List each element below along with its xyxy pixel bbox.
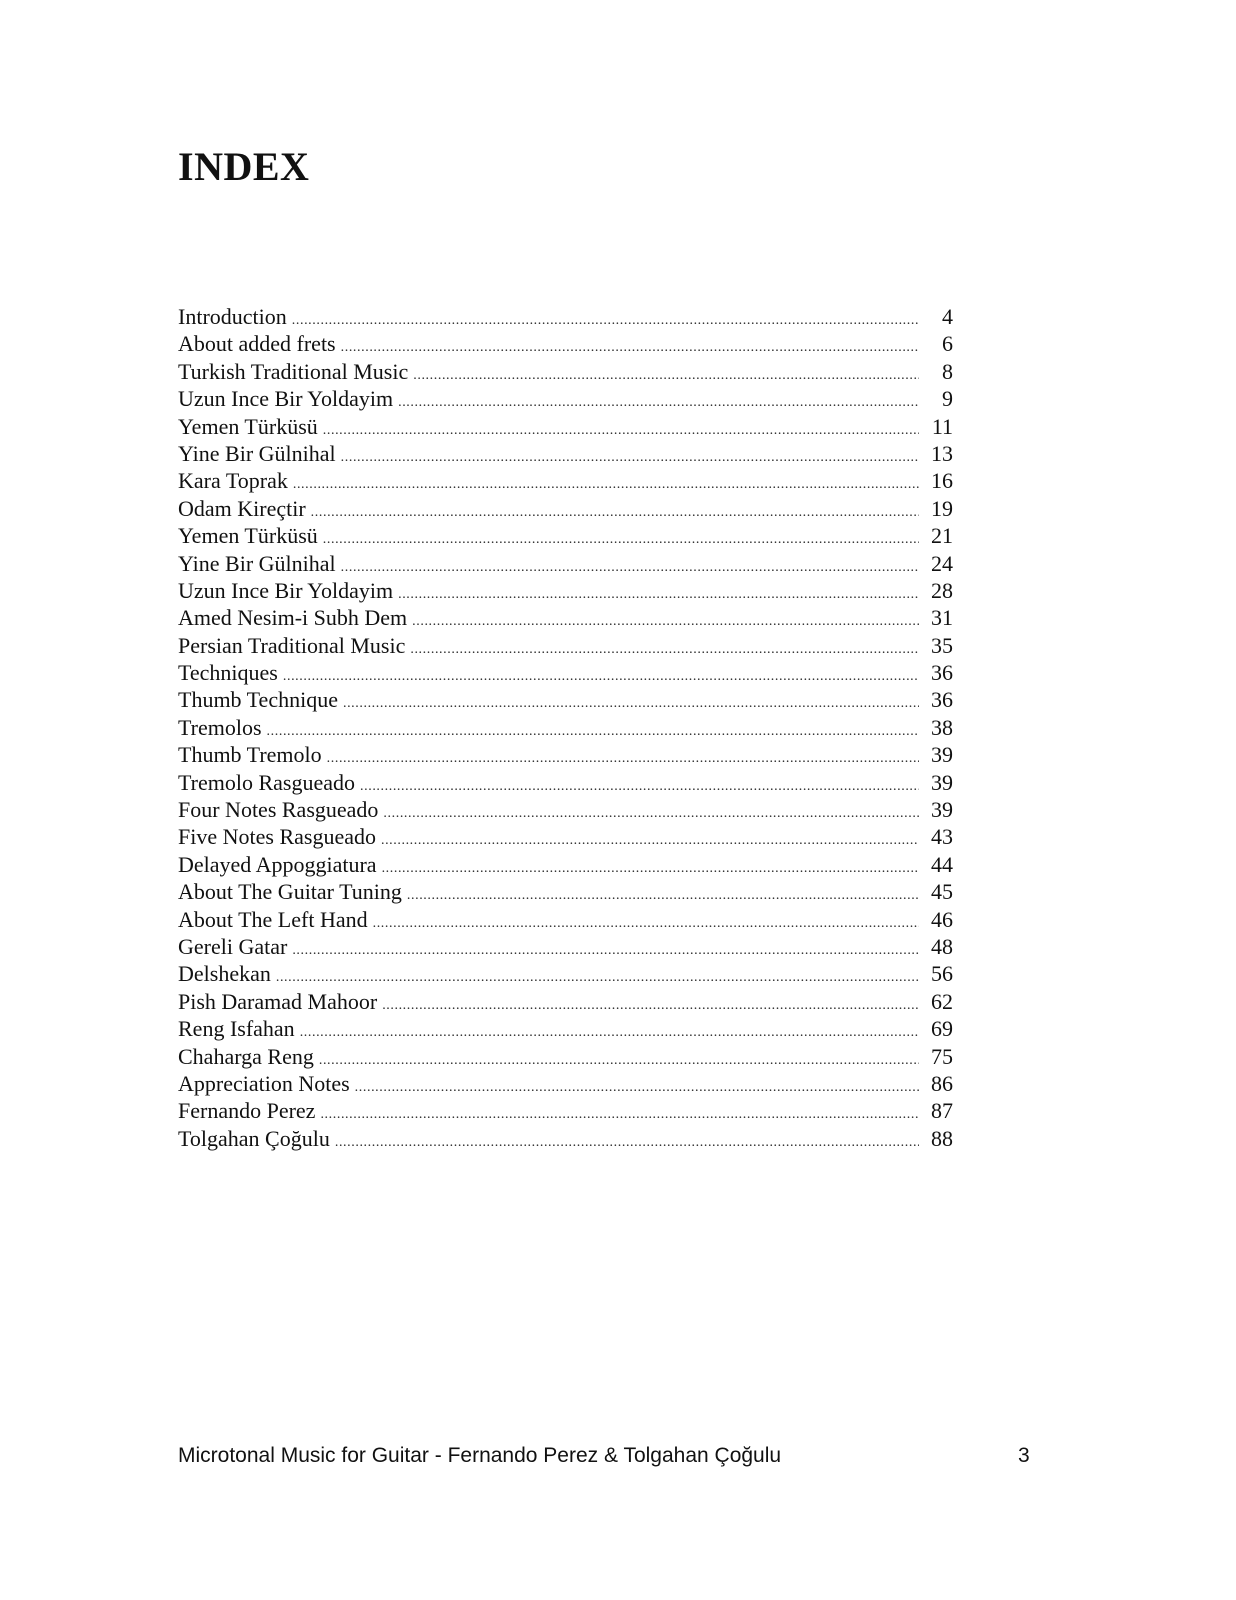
toc-dot-leader	[300, 1019, 919, 1042]
toc-dot-leader	[407, 882, 919, 905]
toc-entry	[178, 604, 953, 631]
toc-dot-leader	[382, 855, 919, 878]
toc-entry-label: Yemen Türküsü	[178, 413, 318, 439]
toc-entry	[178, 741, 953, 768]
toc-entry-label: About added frets	[178, 331, 336, 357]
toc-entry-page: 62	[931, 988, 953, 1014]
toc-dot-leader	[292, 937, 919, 960]
toc-entry-page: 13	[931, 440, 953, 466]
toc-dot-leader	[320, 1101, 919, 1124]
toc-entry-label: Tremolos	[178, 714, 262, 740]
toc-entry-page: 39	[931, 797, 953, 823]
toc-dot-leader	[319, 1047, 919, 1070]
toc-entry-page: 19	[931, 495, 953, 521]
toc-entry	[178, 413, 953, 440]
toc-entry-label: Tolgahan Çoğulu	[178, 1125, 330, 1151]
toc-entry	[178, 714, 953, 741]
toc-entry	[178, 303, 953, 330]
toc-entry	[178, 1070, 953, 1097]
toc-dot-leader	[327, 745, 919, 768]
toc-dot-leader	[398, 389, 919, 412]
toc-entry-label: Delayed Appoggiatura	[178, 851, 377, 877]
toc-dot-leader	[293, 471, 919, 494]
toc-entry-label: Turkish Traditional Music	[178, 358, 409, 384]
toc-entry-page: 38	[931, 714, 953, 740]
toc-entry-page: 48	[931, 933, 953, 959]
toc-entry-page: 6	[942, 331, 953, 357]
toc-entry	[178, 1043, 953, 1070]
toc-entry-page: 35	[931, 632, 953, 658]
toc-entry-page: 39	[931, 769, 953, 795]
toc-dot-leader	[360, 773, 919, 796]
toc-dot-leader	[373, 910, 919, 933]
toc-entry-page: 86	[931, 1070, 953, 1096]
toc-entry-label: Thumb Technique	[178, 687, 338, 713]
toc-dot-leader	[335, 1129, 919, 1152]
toc-entry-page: 4	[942, 304, 953, 329]
toc-entry	[178, 495, 953, 522]
toc-entry-label: Thumb Tremolo	[178, 742, 322, 768]
toc-entry-page: 31	[931, 605, 953, 631]
toc-entry-page: 11	[931, 413, 953, 439]
toc-entry-label: Chaharga Reng	[178, 1043, 314, 1069]
toc-entry	[178, 577, 953, 604]
toc-dot-leader	[412, 608, 919, 631]
toc-entry-label: Appreciation Notes	[178, 1070, 350, 1096]
toc-dot-leader	[267, 718, 919, 741]
toc-entry-page: 69	[931, 1016, 953, 1042]
toc-dot-leader	[355, 1074, 919, 1097]
toc-entry	[178, 1125, 953, 1152]
toc-entry-label: Yemen Türküsü	[178, 523, 318, 549]
toc-dot-leader	[343, 690, 919, 713]
table-of-contents	[178, 303, 953, 1152]
toc-entry-label: Persian Traditional Music	[178, 632, 406, 658]
toc-entry-label: Techniques	[178, 660, 278, 686]
toc-dot-leader	[398, 581, 919, 604]
toc-dot-leader	[276, 964, 919, 987]
toc-dot-leader	[311, 499, 919, 522]
toc-entry-page: 75	[931, 1043, 953, 1069]
toc-entry-label: Gereli Gatar	[178, 933, 288, 959]
toc-entry-label: Kara Toprak	[178, 468, 288, 494]
toc-dot-leader	[382, 992, 919, 1015]
toc-entry-label: Delshekan	[178, 961, 271, 987]
toc-dot-leader	[323, 417, 919, 440]
toc-entry-label: Introduction	[178, 304, 287, 329]
page-title: INDEX	[178, 144, 310, 189]
toc-dot-leader	[413, 362, 919, 385]
toc-entry-label: Amed Nesim-i Subh Dem	[178, 605, 408, 631]
toc-entry-page: 87	[931, 1098, 953, 1124]
toc-dot-leader	[383, 800, 919, 823]
toc-entry-label: Fernando Perez	[178, 1098, 316, 1124]
toc-entry-page: 46	[931, 906, 953, 932]
toc-dot-leader	[341, 334, 919, 357]
footer-page-number: 3	[1018, 1444, 1030, 1467]
toc-entry	[178, 906, 953, 933]
toc-entry-page: 43	[931, 824, 953, 850]
toc-dot-leader	[410, 636, 919, 659]
toc-entry-label: Uzun Ince Bir Yoldayim	[178, 577, 394, 603]
toc-entry-label: Tremolo Rasgueado	[178, 769, 356, 795]
toc-entry	[178, 1015, 953, 1042]
toc-entry	[178, 823, 953, 850]
toc-dot-leader	[323, 526, 919, 549]
toc-entry-label: Odam Kireçtir	[178, 495, 306, 521]
toc-entry	[178, 960, 953, 987]
toc-dot-leader	[341, 444, 919, 467]
toc-entry	[178, 659, 953, 686]
toc-entry	[178, 330, 953, 357]
footer-title: Microtonal Music for Guitar - Fernando Perez & Tolgahan Çoğulu	[178, 1444, 782, 1467]
toc-entry	[178, 851, 953, 878]
toc-dot-leader	[381, 827, 919, 850]
toc-entry	[178, 440, 953, 467]
toc-entry-label: Reng Isfahan	[178, 1016, 295, 1042]
toc-entry-label: Four Notes Rasgueado	[178, 797, 379, 823]
toc-entry	[178, 550, 953, 577]
toc-entry	[178, 467, 953, 494]
toc-entry-page: 88	[931, 1125, 953, 1151]
toc-entry-label: Pish Daramad Mahoor	[178, 988, 378, 1014]
toc-entry	[178, 878, 953, 905]
toc-entry	[178, 358, 953, 385]
toc-entry-page: 16	[931, 468, 953, 494]
toc-dot-leader	[341, 554, 919, 577]
toc-entry	[178, 1097, 953, 1124]
toc-entry-page: 21	[931, 523, 953, 549]
toc-entry-page: 28	[931, 577, 953, 603]
toc-entry	[178, 769, 953, 796]
toc-entry-page: 36	[931, 687, 953, 713]
toc-dot-leader	[283, 663, 919, 686]
toc-entry-label: Yine Bir Gülnihal	[178, 550, 336, 576]
toc-dot-leader	[292, 307, 919, 330]
toc-entry	[178, 988, 953, 1015]
toc-entry-page: 24	[931, 550, 953, 576]
toc-entry-label: About The Guitar Tuning	[178, 879, 402, 905]
toc-entry	[178, 522, 953, 549]
toc-entry-label: Uzun Ince Bir Yoldayim	[178, 386, 394, 412]
toc-entry-page: 8	[942, 358, 953, 384]
toc-entry-page: 56	[931, 961, 953, 987]
toc-entry	[178, 686, 953, 713]
toc-entry	[178, 933, 953, 960]
toc-entry	[178, 385, 953, 412]
toc-entry-page: 36	[931, 660, 953, 686]
toc-entry-label: About The Left Hand	[178, 906, 368, 932]
toc-entry-label: Yine Bir Gülnihal	[178, 440, 336, 466]
toc-entry-page: 39	[931, 742, 953, 768]
toc-entry-page: 45	[931, 879, 953, 905]
toc-entry-page: 9	[942, 386, 953, 412]
toc-entry	[178, 796, 953, 823]
toc-entry-label: Five Notes Rasgueado	[178, 824, 376, 850]
toc-entry	[178, 632, 953, 659]
toc-entry-page: 44	[931, 851, 953, 877]
